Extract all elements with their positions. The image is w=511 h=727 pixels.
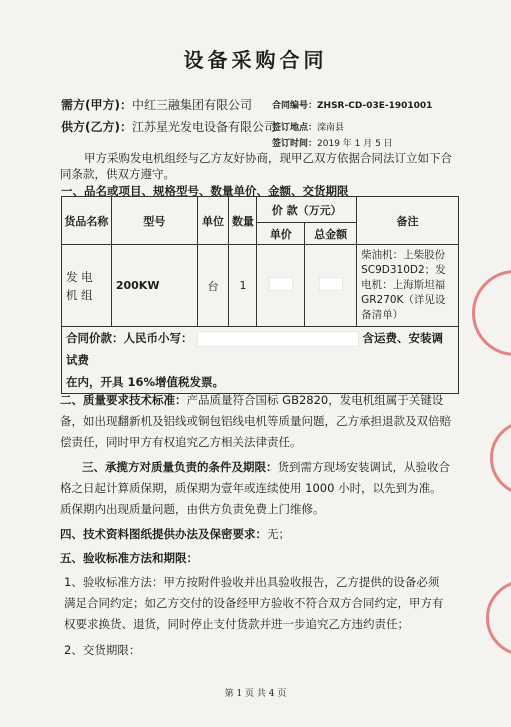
seal-stamp-icon — [490, 420, 511, 496]
redaction-box — [269, 277, 293, 291]
header-total: 总金额 — [305, 223, 357, 245]
section-3-heading: 三、承揽方对质量负责的条件及期限： — [82, 460, 278, 474]
row-unit-price — [257, 245, 305, 327]
header-goods-name: 货品名称 — [62, 197, 112, 245]
buyer-name: 中红三融集团有限公司 — [131, 98, 252, 112]
buyer-line — [61, 96, 252, 113]
contract-no-label: 合同编号： — [272, 101, 318, 111]
intro-paragraph: 甲方采购发电机组经与乙方友好协商，现甲乙双方依据合同法订立如下合同条款，供双方遵守。 — [60, 151, 452, 181]
goods-table — [61, 196, 459, 394]
header-unit: 单位 — [197, 197, 229, 245]
item-1-text: 甲方按附件验收并出具验收报告，乙方提供的设备必须满足合同约定；如乙方交付的设备经甲方验收不符合双方合同约定，甲方有权要求换货、退货，同时停止支付货款并进一步追究乙方违约责任； — [64, 575, 444, 631]
sign-place-value: 滦南县 — [317, 123, 345, 133]
sign-time — [272, 136, 393, 149]
sign-time-value: 2019 年 1 月 5 日 — [317, 139, 393, 149]
header-quantity: 数量 — [229, 197, 257, 245]
row-goods-name: 发 电 机 组 — [62, 245, 112, 327]
acceptance-item-2: 2、交货期限： — [64, 643, 141, 657]
document-title: 设备采购合同 — [183, 48, 328, 72]
section-2 — [60, 390, 452, 453]
section-2-text: 产品质量符合国标 GB2820，发电机组属于关键设备，如出现翻新机及铝线或铜包铝线电机等质量问题，乙方承担退款及双倍赔偿责任，同时甲方有权追究乙方相关法律责任。 — [60, 393, 451, 449]
section-5-heading: 五、验收标准方法和期限： — [60, 551, 198, 565]
row-note: 柴油机：上柴股份 SC9D310D2；发电机：上海斯坦福 GR270K（详见设备清单） — [357, 245, 459, 327]
row-total — [305, 245, 357, 327]
header-unit-price: 单价 — [257, 223, 305, 245]
seller-name: 江苏星光发电设备有限公司 — [131, 120, 276, 134]
header-price: 价 款（万元） — [257, 197, 357, 223]
acceptance-item-1 — [64, 572, 448, 635]
contract-no — [272, 98, 432, 111]
contract-price-label: 合同价款：人民币小写： — [66, 331, 193, 345]
header-model: 型号 — [111, 197, 197, 245]
sign-place-label: 签订地点： — [272, 123, 318, 133]
buyer-label: 需方(甲方)： — [61, 98, 132, 112]
row-unit: 台 — [197, 245, 229, 327]
seller-label: 供方(乙方)： — [61, 120, 132, 134]
contract-price-tail: 含运费、安装调试费 — [66, 331, 444, 367]
seal-stamp-icon — [486, 580, 511, 656]
section-3 — [60, 457, 452, 520]
row-quantity: 1 — [229, 245, 257, 327]
sign-place — [272, 120, 344, 133]
section-4-text: 无； — [267, 527, 290, 541]
page-footer: 第 1 页 共 4 页 — [224, 689, 287, 699]
section-2-heading: 二、质量要求技术标准： — [60, 393, 187, 407]
contract-price-line2: 在内，开具 16%增值税发票。 — [66, 375, 225, 389]
section-4-heading: 四、技术资料图纸提供办法及保密要求： — [60, 527, 267, 541]
sign-time-label: 签订时间： — [272, 139, 318, 149]
section-3-text: 货到需方现场安装调试，从验收合格之日起计算质保期，质保期为壹年或连续使用 1000 小时，以先到为准。质保期内出现质量问题，由供方负责免费上门维修。 — [60, 460, 450, 516]
redaction-box — [319, 277, 343, 291]
seal-stamp-icon — [472, 270, 511, 356]
seller-line — [61, 118, 276, 135]
row-model: 200KW — [111, 245, 197, 327]
section-1-heading: 一、品名或项目、规格型号、数量单价、金额、交货期限 — [61, 184, 349, 198]
contract-price-cell — [62, 327, 459, 394]
item-1-heading: 1、验收标准方法： — [64, 575, 164, 589]
redaction-box — [197, 331, 359, 347]
section-4 — [60, 524, 452, 545]
contract-no-value: ZHSR-CD-03E-1901001 — [317, 101, 433, 111]
header-note: 备注 — [357, 197, 459, 245]
